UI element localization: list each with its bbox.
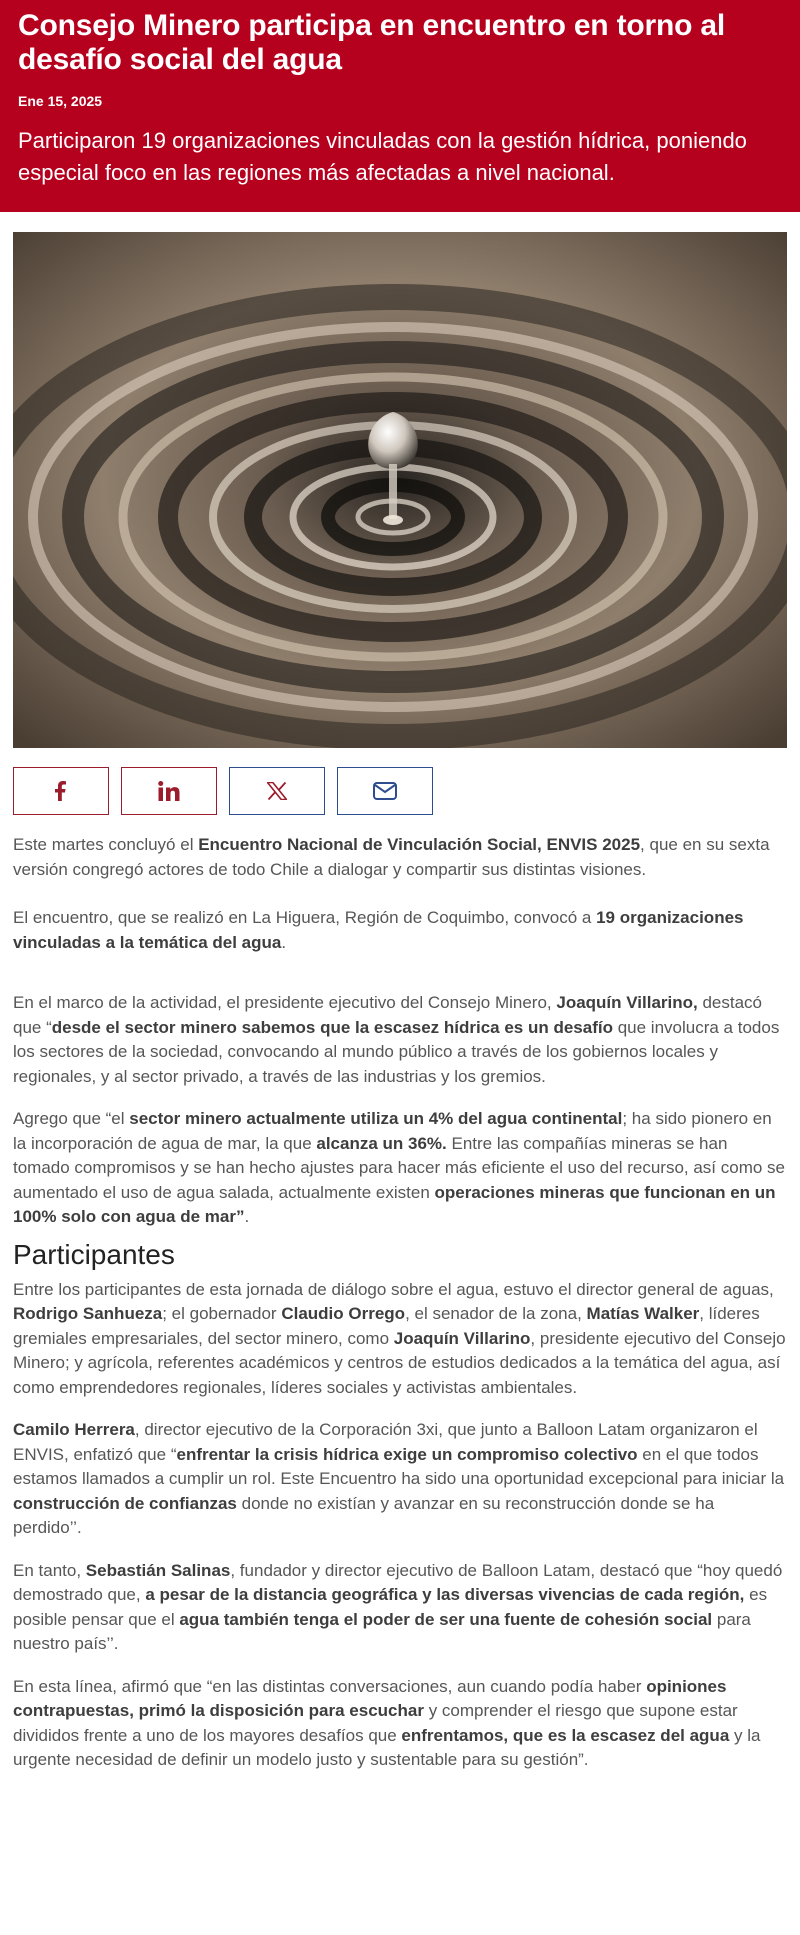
paragraph-intro: Este martes concluyó el Encuentro Nacional de Vinculación Social, ENVIS 2025, que en su sexta versión congregó actores de todo Chile a dialogar y compartir sus distintas visiones. xyxy=(13,835,770,879)
emphasis-text: enfrentamos, que es la escasez del agua xyxy=(401,1725,730,1745)
article-header xyxy=(0,0,800,212)
emphasis-text: Joaquín Villarino xyxy=(393,1328,531,1348)
paragraph-closing: En esta línea, afirmó que “en las distintas conversaciones, aun cuando podía haber opiniones contrapuestas, primó la disposición para escuchar y comprender el riesgo que supone estar divididos frente a uno de los mayores desafíos que enfrentamos, que es la escasez del agua y la urgente necesidad de definir un modelo justo y sustentable para su gestión”. xyxy=(13,1676,761,1769)
emphasis-text: alcanza un 36%. xyxy=(316,1133,447,1153)
article-summary: Participaron 19 organizaciones vinculadas con la gestión hídrica, poniendo especial foco en las regiones más afectadas a nivel nacional. xyxy=(18,128,747,185)
paragraph-water-usage: Agrego que “el sector minero actualmente utiliza un 4% del agua continental; ha sido pionero en la incorporación de agua de mar, la que alcanza un 36%. Entre las compañías mineras se han tomado compromisos y se han hecho ajustes para hacer más eficiente el uso del recurso, así como se aumentado el uso de agua salada, actualmente existen operaciones mineras que funcionan en un 100% solo con agua de mar”. xyxy=(13,1109,785,1226)
emphasis-text: Rodrigo Sanhueza xyxy=(13,1304,163,1323)
emphasis-text: 19 organizaciones vinculadas a la temática del agua xyxy=(13,908,744,952)
share-bar xyxy=(13,767,800,815)
emphasis-text: construcción de confianzas xyxy=(13,1493,237,1513)
water-drop-photo xyxy=(13,232,787,748)
paragraph-villarino: En el marco de la actividad, el presidente ejecutivo del Consejo Minero, Joaquín Villarino, destacó que “desde el sector minero sabemos que la escasez hídrica es un desafío que involucra a todos los sectores de la sociedad, convocando al mundo público a través de los gobiernos locales y regionales, y al sector privado, a través de las industrias y los gremios. xyxy=(13,993,780,1086)
emphasis-text: Sebastián Salinas xyxy=(85,1560,231,1580)
water-drop-image xyxy=(13,232,787,748)
mail-icon xyxy=(373,782,397,800)
share-facebook-button[interactable] xyxy=(13,767,109,815)
emphasis-text: Joaquín Villarino, xyxy=(556,993,698,1012)
emphasis-text: Camilo Herrera xyxy=(13,1420,135,1439)
paragraph-herrera: Camilo Herrera, director ejecutivo de la Corporación 3xi, que junto a Balloon Latam organizaron el ENVIS, enfatizó que “enfrentar la crisis hídrica exige un compromiso colectivo en el que todos estamos llamados a cumplir un rol. Este Encuentro ha sido una oportunidad excepcional para iniciar la construcción de confianzas donde no existían y avanzar en su reconstrucción donde se ha perdido’’. xyxy=(13,1420,785,1537)
emphasis-text: opiniones contrapuestas, primó la disposición para escuchar xyxy=(13,1676,727,1720)
emphasis-text: enfrentar la crisis hídrica exige un compromiso colectivo xyxy=(176,1444,638,1464)
linkedin-icon xyxy=(158,781,180,801)
article-body xyxy=(0,833,800,1773)
share-email-button[interactable] xyxy=(337,767,433,815)
emphasis-text: Matías Walker xyxy=(586,1304,700,1323)
share-linkedin-button[interactable] xyxy=(121,767,217,815)
facebook-icon xyxy=(53,781,69,801)
section-heading-participantes: Participantes xyxy=(13,1238,175,1270)
x-icon xyxy=(267,782,287,800)
paragraph-salinas: En tanto, Sebastián Salinas, fundador y director ejecutivo de Balloon Latam, destacó que “hoy quedó demostrado que, a pesar de la distancia geográfica y las diversas vivencias de cada región, es posible pensar que el agua también tenga el poder de ser una fuente de cohesión social para nuestro país’’. xyxy=(13,1560,783,1653)
emphasis-text: desde el sector minero sabemos que la escasez hídrica es un desafío xyxy=(51,1017,613,1037)
emphasis-text: agua también tenga el poder de ser una fuente de cohesión social xyxy=(179,1609,713,1629)
share-x-button[interactable] xyxy=(229,767,325,815)
article-title: Consejo Minero participa en encuentro en torno al desafío social del agua xyxy=(18,9,725,76)
emphasis-text: Encuentro Nacional de Vinculación Social, ENVIS 2025 xyxy=(198,835,641,854)
paragraph-venue: El encuentro, que se realizó en La Higuera, Región de Coquimbo, convocó a 19 organizaciones vinculadas a la temática del agua. xyxy=(13,908,744,952)
article-date: Ene 15, 2025 xyxy=(18,93,103,109)
emphasis-text: Claudio Orrego xyxy=(281,1304,406,1323)
paragraph-participants: Entre los participantes de esta jornada de diálogo sobre el agua, estuvo el director general de aguas, Rodrigo Sanhueza; el gobernador Claudio Orrego, el senador de la zona, Matías Walker, líderes gremiales empresariales, del sector minero, como Joaquín Villarino, presidente ejecutivo del Consejo Minero; y agrícola, referentes académicos y centros de estudios dedicados a la temática del agua, así como emprendedores regionales, líderes sociales y activistas ambientales. xyxy=(13,1279,786,1397)
emphasis-text: a pesar de la distancia geográfica y las diversas vivencias de cada región, xyxy=(145,1585,745,1604)
emphasis-text: operaciones mineras que funcionan en un 100% solo con agua de mar” xyxy=(13,1182,776,1226)
emphasis-text: sector minero actualmente utiliza un 4% del agua continental xyxy=(129,1109,623,1128)
